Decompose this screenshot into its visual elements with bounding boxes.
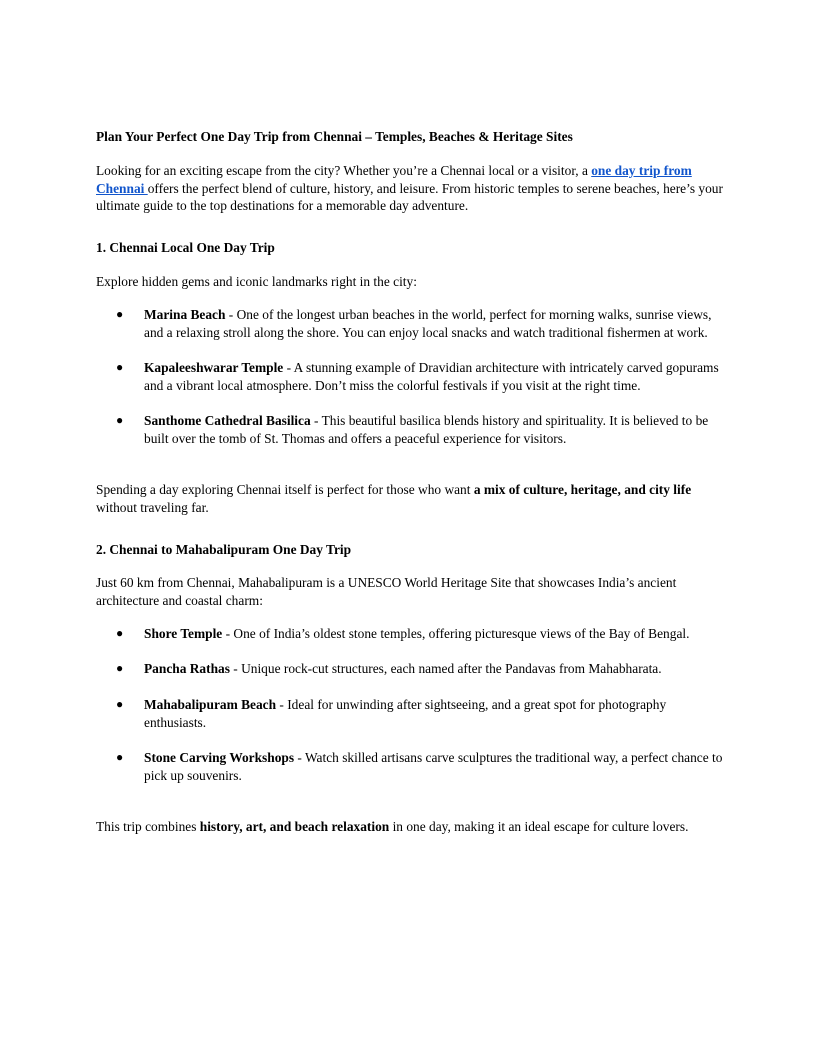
item-desc: - Unique rock-cut structures, each named after the Pandavas from Mahabharata.	[229, 661, 662, 676]
section2-heading: 2. Chennai to Mahabalipuram One Day Trip	[96, 542, 352, 557]
list-item	[96, 359, 724, 394]
item-desc: - Ideal for unwinding after sightseeing, and a great spot for photography enthusiasts.	[144, 697, 667, 730]
list-item	[96, 412, 724, 447]
one-day-trip-link[interactable]: one day trip from Chennai	[96, 163, 692, 196]
intro-text-before: Looking for an exciting escape from the city? Whether you’re a Chennai local or a visitor, a	[96, 163, 592, 178]
list-item	[96, 625, 724, 643]
bullet-icon: ●	[116, 661, 124, 675]
item-name: Kapaleeshwarar Temple	[144, 360, 284, 375]
item-name: Shore Temple	[144, 626, 223, 641]
closing-text-end: without traveling far.	[96, 499, 209, 515]
closing-bold-text: a mix of culture, heritage, and city life	[473, 482, 692, 497]
list-item	[96, 696, 724, 731]
section1-lead: Explore hidden gems and iconic landmarks right in the city:	[96, 274, 417, 289]
item-name: Stone Carving Workshops	[144, 750, 295, 765]
item-desc: - This beautiful basilica blends history and spirituality. It is believed to be built over the tomb of St. Thomas and offers a peaceful experience for visitors.	[144, 413, 709, 446]
list-item	[96, 749, 724, 784]
closing-text: This trip combines	[96, 819, 200, 834]
section2-closing	[96, 818, 724, 836]
closing-text: Spending a day exploring Chennai itself is perfect for those who want	[96, 482, 474, 497]
bullet-icon: ●	[116, 360, 124, 374]
item-desc: - Watch skilled artisans carve sculptures the traditional way, a perfect chance to pick up souvenirs.	[144, 750, 723, 783]
closing-text-end: in one day, making it an ideal escape for culture lovers.	[389, 819, 689, 834]
bullet-icon: ●	[116, 750, 124, 764]
item-name: Mahabalipuram Beach	[144, 697, 277, 712]
section1-heading: 1. Chennai Local One Day Trip	[96, 240, 275, 255]
item-name: Pancha Rathas	[144, 661, 230, 676]
item-name: Marina Beach	[144, 307, 226, 322]
item-desc: - A stunning example of Dravidian architecture with intricately carved gopurams and a vibrant local atmosphere. Don’t miss the colorful festivals if you visit at the right time.	[144, 360, 719, 393]
bullet-icon: ●	[116, 626, 124, 640]
list-item	[96, 660, 724, 678]
item-desc: - One of India’s oldest stone temples, offering picturesque views of the Bay of Bengal.	[222, 626, 690, 641]
intro-text-after: offers the perfect blend of culture, history, and leisure. From historic temples to serene beaches, here’s your ultimate guide to the top destinations for a memorable day adventure.	[96, 180, 723, 213]
intro-paragraph	[96, 162, 724, 215]
item-desc: - One of the longest urban beaches in the world, perfect for morning walks, sunrise views, and a relaxing stroll along the shore. You can enjoy local snacks and watch traditional fishermen at work.	[144, 307, 712, 340]
document-title: Plan Your Perfect One Day Trip from Chennai – Temples, Beaches & Heritage Sites	[96, 129, 573, 144]
bullet-icon: ●	[116, 307, 124, 321]
section2-lead: Just 60 km from Chennai, Mahabalipuram is a UNESCO World Heritage Site that showcases India’s ancient architecture and coastal charm:	[96, 575, 677, 608]
item-name: Santhome Cathedral Basilica	[144, 413, 311, 428]
bullet-icon: ●	[116, 697, 124, 711]
list-item	[96, 306, 724, 341]
section1-closing	[96, 481, 724, 516]
bullet-icon: ●	[116, 413, 124, 427]
closing-bold-text: history, art, and beach relaxation	[199, 819, 390, 834]
